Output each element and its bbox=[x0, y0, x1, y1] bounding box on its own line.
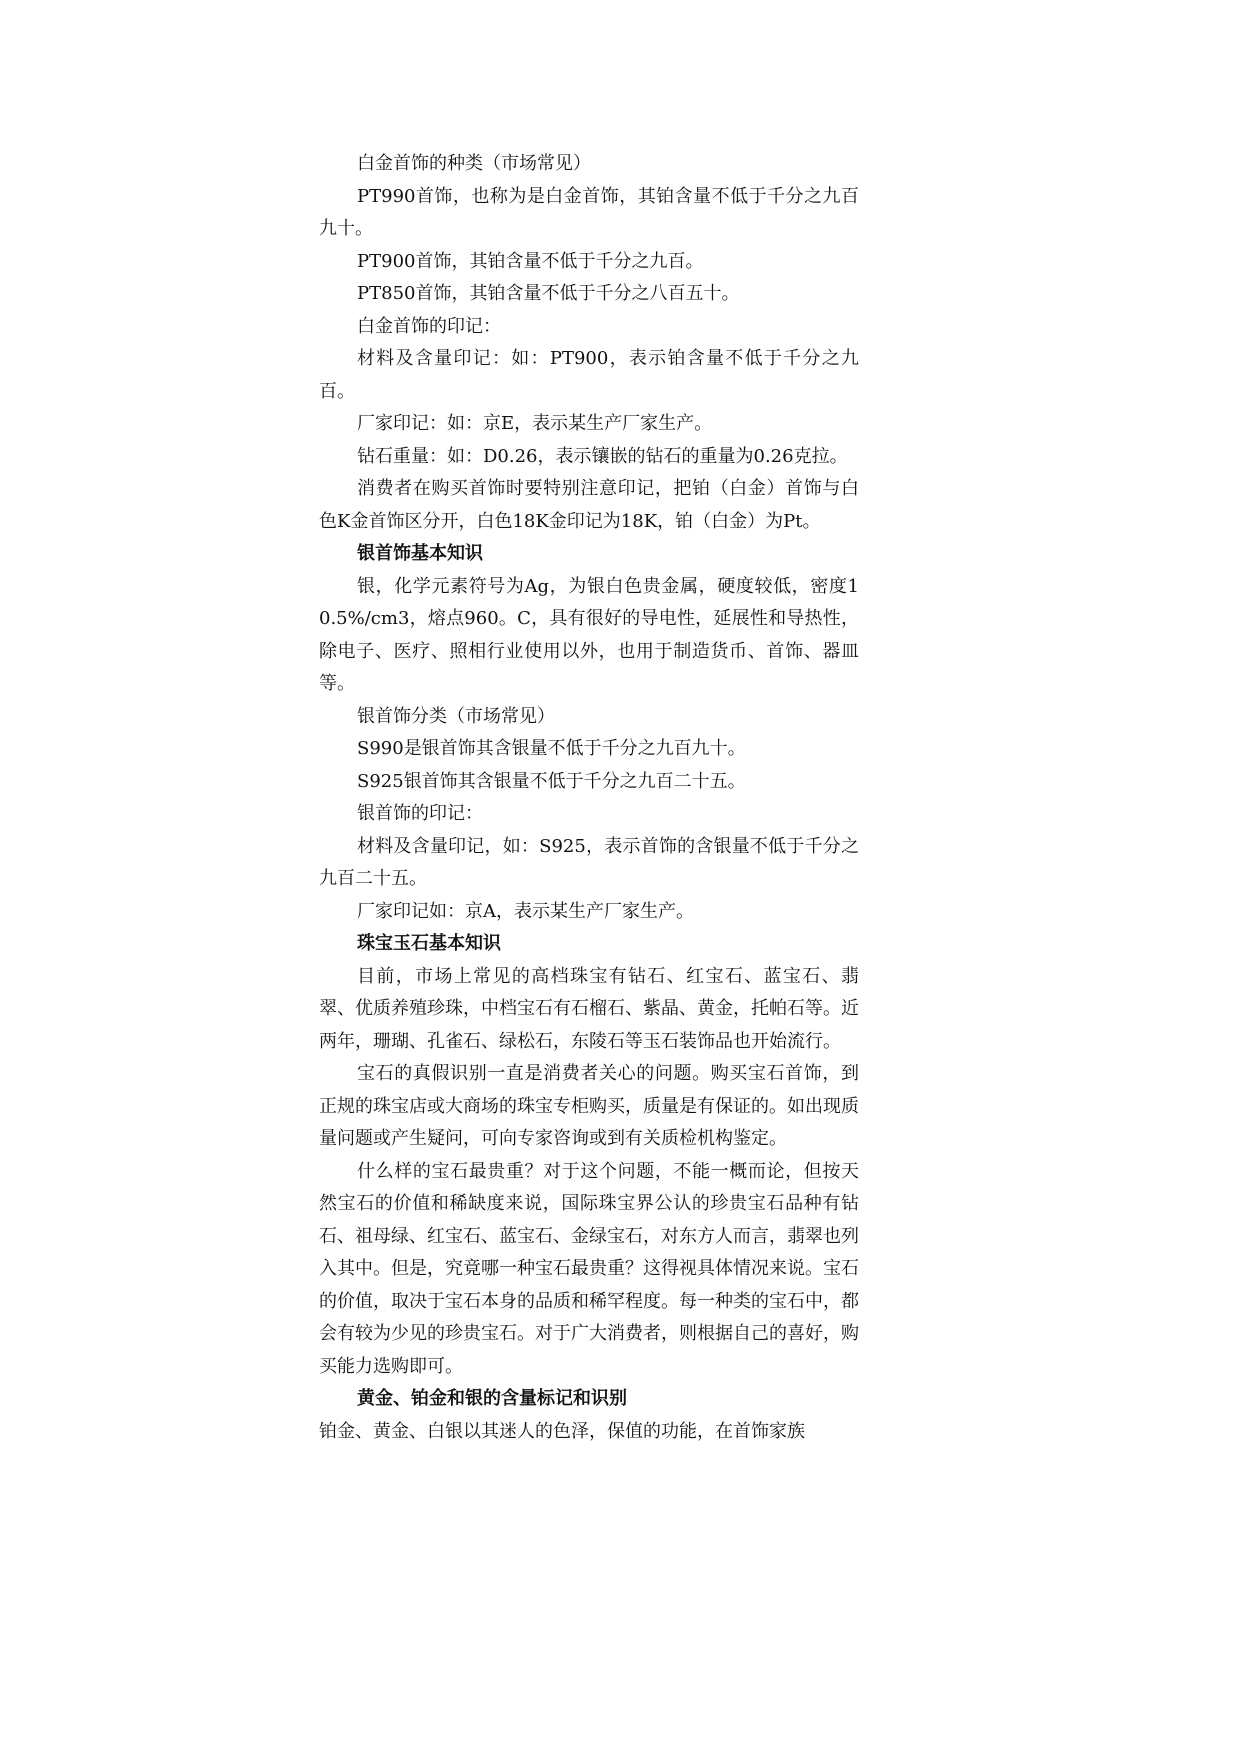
gems-section-title: 珠宝玉石基本知识 bbox=[357, 933, 501, 954]
document-page bbox=[319, 148, 859, 1448]
silver-section-title: 银首饰基本知识 bbox=[357, 543, 483, 564]
marking-section-title: 黄金、铂金和银的含量标记和识别 bbox=[357, 1388, 627, 1409]
platinum-maker-mark: 厂家印记：如：京E，表示某生产厂家生产。 bbox=[357, 413, 713, 434]
s925-paragraph: S925银首饰其含银量不低于千分之九百二十五。 bbox=[357, 770, 746, 792]
silver-intro-paragraph: 银，化学元素符号为Ag，为银白色贵金属，硬度较低，密度10.5%/cm3，熔点960。C，具有很好的导电性，延展性和导热性，除电子、医疗、照相行业使用以外，也用于制造货币、首饰、器皿等。 bbox=[319, 575, 859, 694]
pt900-paragraph: PT900首饰，其铂含量不低于千分之九百。 bbox=[357, 250, 704, 272]
platinum-types-heading: 白金首饰的种类（市场常见） bbox=[357, 153, 591, 174]
diamond-weight-mark: 钻石重量：如：D0.26，表示镶嵌的钻石的重量为0.26克拉。 bbox=[357, 445, 848, 467]
silver-material-mark: 材料及含量印记，如：S925，表示首饰的含银量不低于千分之九百二十五。 bbox=[319, 835, 859, 889]
pt990-paragraph: PT990首饰，也称为是白金首饰，其铂含量不低于千分之九百九十。 bbox=[319, 185, 859, 239]
gems-paragraph-3: 什么样的宝石最贵重？对于这个问题，不能一概而论，但按天然宝石的价值和稀缺度来说，国际珠宝界公认的珍贵宝石品种有钻石、祖母绿、红宝石、蓝宝石、金绿宝石，对东方人而言，翡翠也列入其中。但是，究竟哪一种宝石最贵重？这得视具体情况来说。宝石的价值，取决于宝石本身的品质和稀罕程度。每一种类的宝石中，都会有较为少见的珍贵宝石。对于广大消费者，则根据自己的喜好，购买能力选购即可。 bbox=[319, 1160, 859, 1377]
gems-paragraph-1: 目前，市场上常见的高档珠宝有钻石、红宝石、蓝宝石、翡翠、优质养殖珍珠，中档宝石有石榴石、紫晶、黄金，托帕石等。近两年，珊瑚、孔雀石、绿松石，东陵石等玉石装饰品也开始流行。 bbox=[319, 965, 859, 1052]
pt850-paragraph: PT850首饰，其铂含量不低于千分之八百五十。 bbox=[357, 283, 740, 304]
silver-types-heading: 银首饰分类（市场常见） bbox=[357, 705, 555, 727]
marking-paragraph-1: 铂金、黄金、白银以其迷人的色泽，保值的功能，在首饰家族 bbox=[319, 1420, 805, 1442]
platinum-marks-heading: 白金首饰的印记： bbox=[357, 315, 501, 337]
platinum-material-mark: 材料及含量印记：如：PT900，表示铂含量不低于千分之九百。 bbox=[319, 348, 859, 402]
gems-paragraph-2: 宝石的真假识别一直是消费者关心的问题。购买宝石首饰，到正规的珠宝店或大商场的珠宝专柜购买，质量是有保证的。如出现质量问题或产生疑问，可向专家咨询或到有关质检机构鉴定。 bbox=[319, 1063, 859, 1149]
consumer-note-paragraph: 消费者在购买首饰时要特别注意印记，把铂（白金）首饰与白色K金首饰区分开，白色18K金印记为18K，铂（白金）为Pt。 bbox=[319, 478, 859, 532]
silver-marks-heading: 银首饰的印记： bbox=[357, 803, 483, 824]
s990-paragraph: S990是银首饰其含银量不低于千分之九百九十。 bbox=[357, 738, 746, 759]
silver-maker-mark: 厂家印记如：京A，表示某生产厂家生产。 bbox=[357, 900, 694, 922]
